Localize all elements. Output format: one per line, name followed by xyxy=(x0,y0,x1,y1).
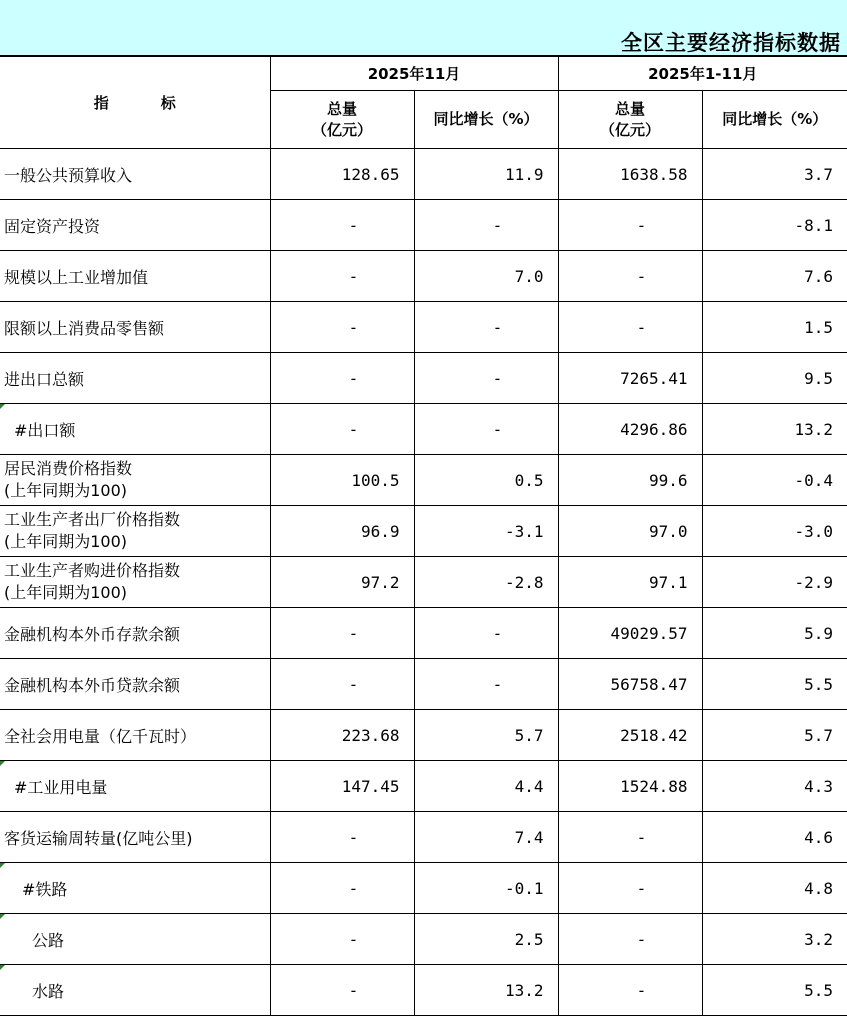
ytd-growth-cell xyxy=(702,608,847,659)
total-header-line1: 总量 xyxy=(614,99,645,118)
cell-value: -0.4 xyxy=(794,470,834,490)
indicator-label: 居民消费价格指数 xyxy=(4,459,133,478)
cell-value: 4296.86 xyxy=(620,419,688,439)
period-header-ytd: 2025年1-11月 xyxy=(558,57,847,91)
indicator-label: 金融机构本外币贷款余额 xyxy=(4,675,181,695)
table-row xyxy=(0,251,847,302)
cell-value: -3.1 xyxy=(504,521,544,541)
ytd-total-cell xyxy=(558,200,702,251)
table-row xyxy=(0,863,847,914)
cell-value: - xyxy=(636,215,647,235)
indicator-sublabel: (上年同期为100) xyxy=(4,481,128,500)
title-bar xyxy=(0,0,847,56)
cell-value: 5.5 xyxy=(804,674,834,694)
month-growth-cell xyxy=(414,353,558,404)
indicator-label-cell xyxy=(0,608,270,659)
month-total-cell xyxy=(270,659,414,710)
month-total-cell xyxy=(270,863,414,914)
cell-value: - xyxy=(348,827,359,847)
ytd-total-cell xyxy=(558,251,702,302)
month-total-cell xyxy=(270,710,414,761)
month-growth-cell xyxy=(414,914,558,965)
cell-value: - xyxy=(348,623,359,643)
table-row xyxy=(0,812,847,863)
indicator-label-cell xyxy=(0,710,270,761)
indicator-label-cell xyxy=(0,149,270,200)
metric-header xyxy=(0,57,270,149)
cell-value: - xyxy=(348,929,359,949)
cell-value: 97.2 xyxy=(360,572,400,592)
month-growth-cell xyxy=(414,557,558,608)
header-row-periods xyxy=(0,57,847,91)
ytd-growth-cell xyxy=(702,200,847,251)
cell-value: - xyxy=(348,419,359,439)
indicator-label: 固定资产投资 xyxy=(4,216,101,236)
indicator-label: #工业用电量 xyxy=(14,777,108,797)
month-growth-cell xyxy=(414,863,558,914)
cell-value: - xyxy=(492,368,503,388)
month-total-cell xyxy=(270,302,414,353)
indicator-label-cell xyxy=(0,353,270,404)
ytd-growth-cell xyxy=(702,761,847,812)
cell-value: - xyxy=(636,929,647,949)
cell-value: 4.8 xyxy=(804,878,834,898)
table-row xyxy=(0,302,847,353)
table-row xyxy=(0,353,847,404)
cell-value: - xyxy=(492,215,503,235)
indicator-label-cell xyxy=(0,863,270,914)
table-row xyxy=(0,761,847,812)
cell-value: 49029.57 xyxy=(610,623,688,643)
cell-value: - xyxy=(348,266,359,286)
indicator-label-cell xyxy=(0,455,270,506)
month-growth-cell xyxy=(414,659,558,710)
ytd-growth-cell xyxy=(702,914,847,965)
cell-value: -3.0 xyxy=(794,521,834,541)
cell-value: -0.1 xyxy=(504,878,544,898)
cell-value: 7.4 xyxy=(514,827,544,847)
cell-value: - xyxy=(348,215,359,235)
cell-value: 1.5 xyxy=(804,317,834,337)
table-row xyxy=(0,455,847,506)
total-header-line2: （亿元） xyxy=(311,120,372,139)
table-row xyxy=(0,200,847,251)
indicator-label-cell xyxy=(0,251,270,302)
ytd-total-cell xyxy=(558,353,702,404)
total-header-ytd xyxy=(558,91,702,149)
cell-value: - xyxy=(348,317,359,337)
growth-header-month: 同比增长（%） xyxy=(414,91,558,149)
month-growth-cell xyxy=(414,710,558,761)
cell-value: 3.2 xyxy=(804,929,834,949)
cell-value: 96.9 xyxy=(360,521,400,541)
total-header-month xyxy=(270,91,414,149)
table-row xyxy=(0,404,847,455)
indicator-label: 规模以上工业增加值 xyxy=(4,267,149,287)
month-growth-cell xyxy=(414,506,558,557)
cell-value: 7.0 xyxy=(514,266,544,286)
indicator-label-cell xyxy=(0,812,270,863)
indicator-label-cell xyxy=(0,659,270,710)
month-growth-cell xyxy=(414,149,558,200)
table-row xyxy=(0,608,847,659)
table-row xyxy=(0,659,847,710)
cell-value: 7265.41 xyxy=(620,368,688,388)
cell-value: 13.2 xyxy=(794,419,834,439)
table-row xyxy=(0,506,847,557)
cell-value: 1524.88 xyxy=(620,776,688,796)
cell-value: 2518.42 xyxy=(620,725,688,745)
ytd-growth-cell xyxy=(702,251,847,302)
cell-value: 128.65 xyxy=(341,164,400,184)
cell-value: 3.7 xyxy=(804,164,834,184)
table-row xyxy=(0,710,847,761)
cell-value: 7.6 xyxy=(804,266,834,286)
indicator-label: 工业生产者购进价格指数 xyxy=(4,561,181,580)
ytd-total-cell xyxy=(558,404,702,455)
cell-marker-icon xyxy=(0,404,5,409)
month-total-cell xyxy=(270,200,414,251)
cell-value: 9.5 xyxy=(804,368,834,388)
cell-value: - xyxy=(348,674,359,694)
indicator-label: 工业生产者出厂价格指数 xyxy=(4,510,181,529)
cell-value: -2.9 xyxy=(794,572,834,592)
indicator-label-cell xyxy=(0,914,270,965)
ytd-total-cell xyxy=(558,506,702,557)
table-row xyxy=(0,557,847,608)
indicator-label-cell xyxy=(0,302,270,353)
month-growth-cell xyxy=(414,812,558,863)
cell-value: 56758.47 xyxy=(610,674,688,694)
ytd-total-cell xyxy=(558,965,702,1016)
month-growth-cell xyxy=(414,761,558,812)
indicator-label: 金融机构本外币存款余额 xyxy=(4,624,181,644)
month-total-cell xyxy=(270,914,414,965)
cell-value: 97.1 xyxy=(648,572,688,592)
ytd-total-cell xyxy=(558,455,702,506)
cell-value: - xyxy=(636,827,647,847)
month-total-cell xyxy=(270,455,414,506)
month-growth-cell xyxy=(414,965,558,1016)
indicator-label: 一般公共预算收入 xyxy=(4,165,133,185)
indicator-label-cell xyxy=(0,404,270,455)
ytd-growth-cell xyxy=(702,965,847,1016)
indicator-label-cell xyxy=(0,200,270,251)
ytd-total-cell xyxy=(558,659,702,710)
cell-value: 11.9 xyxy=(504,164,544,184)
month-total-cell xyxy=(270,353,414,404)
cell-value: - xyxy=(348,368,359,388)
indicator-label: 进出口总额 xyxy=(4,369,85,389)
period-header-month: 2025年11月 xyxy=(270,57,558,91)
cell-value: 1638.58 xyxy=(620,164,688,184)
cell-value: - xyxy=(492,419,503,439)
ytd-total-cell xyxy=(558,761,702,812)
indicator-table xyxy=(0,56,847,1016)
cell-value: 5.9 xyxy=(804,623,834,643)
cell-value: - xyxy=(636,980,647,1000)
month-total-cell xyxy=(270,506,414,557)
ytd-growth-cell xyxy=(702,302,847,353)
ytd-total-cell xyxy=(558,302,702,353)
ytd-total-cell xyxy=(558,608,702,659)
ytd-growth-cell xyxy=(702,812,847,863)
indicator-label: 客货运输周转量(亿吨公里) xyxy=(4,828,193,848)
month-total-cell xyxy=(270,149,414,200)
month-growth-cell xyxy=(414,200,558,251)
indicator-label: 公路 xyxy=(32,930,65,950)
growth-header-ytd: 同比增长（%） xyxy=(702,91,847,149)
ytd-total-cell xyxy=(558,914,702,965)
cell-value: 100.5 xyxy=(351,470,400,490)
table-row xyxy=(0,914,847,965)
cell-value: 4.3 xyxy=(804,776,834,796)
indicator-label-cell xyxy=(0,557,270,608)
month-total-cell xyxy=(270,404,414,455)
month-total-cell xyxy=(270,251,414,302)
indicator-label: 全社会用电量（亿千瓦时） xyxy=(4,726,197,746)
cell-value: 2.5 xyxy=(514,929,544,949)
cell-value: - xyxy=(636,266,647,286)
cell-value: - xyxy=(636,878,647,898)
indicator-label: 水路 xyxy=(32,981,65,1001)
cell-value: - xyxy=(492,317,503,337)
indicator-label-cell xyxy=(0,506,270,557)
cell-marker-icon xyxy=(0,965,5,970)
ytd-total-cell xyxy=(558,863,702,914)
cell-value: 13.2 xyxy=(504,980,544,1000)
cell-marker-icon xyxy=(0,863,5,868)
cell-value: 0.5 xyxy=(514,470,544,490)
cell-marker-icon xyxy=(0,761,5,766)
indicator-label: #出口额 xyxy=(14,420,76,440)
month-growth-cell xyxy=(414,404,558,455)
total-header-line2: （亿元） xyxy=(599,120,660,139)
month-total-cell xyxy=(270,965,414,1016)
indicator-label-cell xyxy=(0,965,270,1016)
ytd-growth-cell xyxy=(702,353,847,404)
month-total-cell xyxy=(270,812,414,863)
cell-value: 147.45 xyxy=(341,776,400,796)
ytd-growth-cell xyxy=(702,557,847,608)
ytd-total-cell xyxy=(558,710,702,761)
ytd-growth-cell xyxy=(702,863,847,914)
ytd-total-cell xyxy=(558,149,702,200)
table-row xyxy=(0,965,847,1016)
cell-value: -8.1 xyxy=(794,215,834,235)
indicator-label: 限额以上消费品零售额 xyxy=(4,318,165,338)
cell-value: 5.7 xyxy=(514,725,544,745)
indicator-sublabel: (上年同期为100) xyxy=(4,532,128,551)
metric-header-char-1: 指 xyxy=(93,94,109,112)
cell-marker-icon xyxy=(0,914,5,919)
month-growth-cell xyxy=(414,608,558,659)
cell-value: -2.8 xyxy=(504,572,544,592)
cell-value: - xyxy=(492,623,503,643)
ytd-growth-cell xyxy=(702,455,847,506)
cell-value: 97.0 xyxy=(648,521,688,541)
cell-value: - xyxy=(636,317,647,337)
indicator-label: #铁路 xyxy=(22,879,68,899)
month-total-cell xyxy=(270,557,414,608)
indicator-sublabel: (上年同期为100) xyxy=(4,583,128,602)
month-growth-cell xyxy=(414,455,558,506)
cell-value: 4.4 xyxy=(514,776,544,796)
cell-value: 223.68 xyxy=(341,725,400,745)
cell-value: - xyxy=(492,674,503,694)
month-growth-cell xyxy=(414,302,558,353)
cell-value: - xyxy=(348,980,359,1000)
total-header-line1: 总量 xyxy=(326,99,357,118)
ytd-growth-cell xyxy=(702,710,847,761)
cell-value: 99.6 xyxy=(648,470,688,490)
month-total-cell xyxy=(270,761,414,812)
metric-header-char-2: 标 xyxy=(160,94,176,112)
ytd-total-cell xyxy=(558,557,702,608)
page-title: 全区主要经济指标数据 xyxy=(621,30,841,55)
ytd-total-cell xyxy=(558,812,702,863)
month-total-cell xyxy=(270,608,414,659)
table-row xyxy=(0,149,847,200)
ytd-growth-cell xyxy=(702,659,847,710)
cell-value: 4.6 xyxy=(804,827,834,847)
month-growth-cell xyxy=(414,251,558,302)
cell-value: 5.7 xyxy=(804,725,834,745)
ytd-growth-cell xyxy=(702,404,847,455)
cell-value: 5.5 xyxy=(804,980,834,1000)
ytd-growth-cell xyxy=(702,506,847,557)
ytd-growth-cell xyxy=(702,149,847,200)
indicator-label-cell xyxy=(0,761,270,812)
cell-value: - xyxy=(348,878,359,898)
